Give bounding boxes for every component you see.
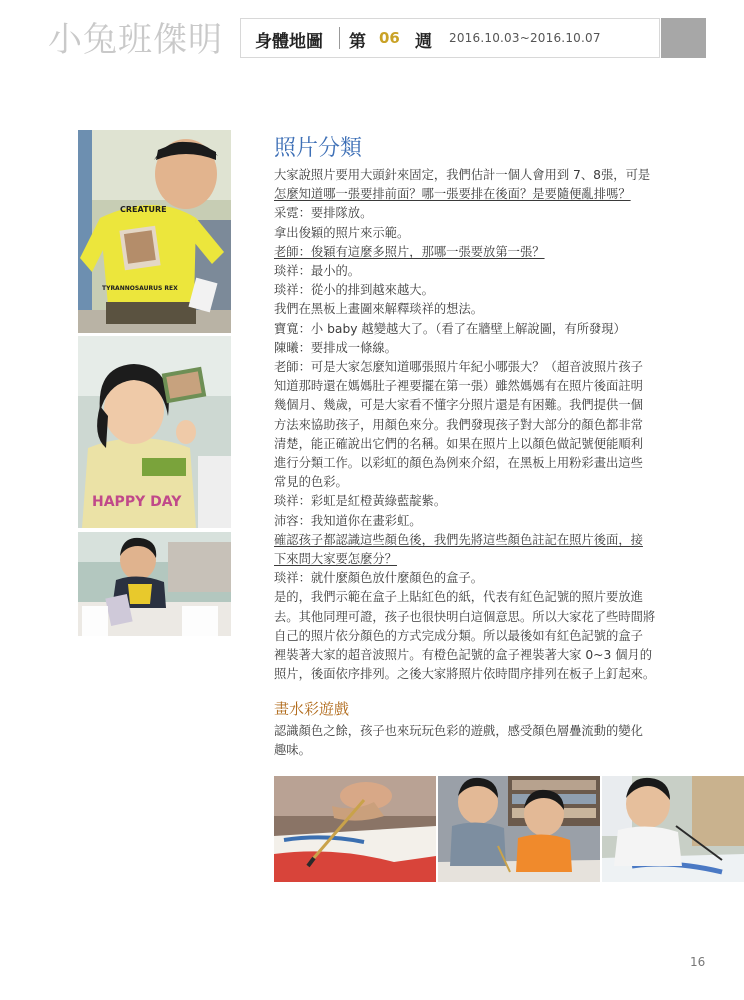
body-line: 大家說照片要用大頭針來固定，我們估計一個人會用到 7、8張，可是 [274, 168, 651, 182]
body-line: 清楚，能正確說出它們的名稱。如果在照片上以顏色做記號便能順利 [274, 436, 643, 451]
body-line: 我們在黑板上畫圖來解釋琰祥的想法。 [274, 302, 484, 317]
body-line: 陳曦：要排成一條線。 [274, 340, 397, 355]
week-prefix: 第 [349, 32, 366, 52]
body-line: 裡裝著大家的超音波照片。有橙色記號的盒子裡裝著大家 0~3 個月的 [274, 648, 653, 663]
photo-boy-painting [602, 776, 744, 882]
body-line: 琰祥：從小的排到越來越大。 [274, 283, 434, 298]
body-line: 方法來協助孩子，用顏色來分。我們發現孩子對大部分的顏色都非常 [274, 417, 643, 432]
shirt-text-happy: HAPPY DAY [92, 494, 182, 510]
body-line: 琰祥：最小的。 [274, 264, 361, 279]
body-line: 確認孩子都認識這些顏色後，我們先將這些顏色註記在照片後面，接 [274, 532, 643, 547]
body-line: 照片，後面依序排列。之後大家將照片依時間序排列在板子上釘起來。 [274, 667, 656, 682]
header-info-box [240, 18, 660, 58]
body-line: 幾個月、幾歲，可是大家看不懂字分照片還是有困難。我們提供一個 [274, 398, 643, 413]
page-number: 16 [690, 955, 706, 969]
body-line: 自己的照片依分顏色的方式完成分類。所以最後如有紅色記號的盒子 [274, 628, 643, 643]
body-line: 認識顏色之餘，孩子也來玩玩色彩的遊戲，感受顏色層疊流動的變化 [274, 724, 643, 738]
section-title-watercolor-game: 畫水彩遊戲 [274, 700, 350, 718]
header-divider [339, 27, 340, 49]
body-line: 是的，我們示範在盒子上貼紅色的紙，代表有紅色記號的照片要放進 [274, 590, 643, 605]
section-title-photo-sorting: 照片分類 [274, 136, 363, 161]
class-name: 小兔班傑明 [48, 20, 223, 60]
photo-girl-holding-photo [78, 336, 231, 528]
shirt-text-dino: TYRANNOSAURUS REX [102, 285, 178, 292]
week-suffix: 週 [415, 32, 432, 52]
theme-title: 身體地圖 [255, 32, 323, 52]
body-line: 怎麼知道哪一張要排前面？哪一張要排在後面？是要隨便亂排嗎？ [274, 187, 631, 202]
body-line: 拿出俊穎的照片來示範。 [274, 225, 410, 240]
photo-boy-dinosaur-shirt [78, 130, 231, 333]
body-line: 去。其他同理可證，孩子也很快明白這個意思。所以大家花了些時間將 [274, 609, 656, 624]
photo-hand-painting-closeup [274, 776, 436, 882]
body-line: 寶寬：小 baby 越變越大了。（看了在牆壁上解說圖，有所發現） [274, 321, 626, 336]
date-range: 2016.10.03~2016.10.07 [449, 31, 601, 45]
body-line: 沛容：我知道你在畫彩虹。 [274, 513, 422, 528]
body-line: 琰祥：就什麼顏色放什麼顏色的盒子。 [274, 571, 484, 586]
body-line: 下來問大家要怎麼分？ [274, 552, 397, 567]
section-body-watercolor-game [274, 722, 666, 760]
body-line: 老師：可是大家怎麼知道哪張照片年紀小哪張大？（超音波照片孩子 [274, 360, 643, 375]
photo-two-boys-painting [438, 776, 600, 882]
body-line: 常見的色彩。 [274, 475, 348, 490]
body-line: 知道那時還在媽媽肚子裡要擺在第一張）雖然媽媽有在照片後面註明 [274, 379, 643, 394]
body-line: 采霓：要排隊放。 [274, 206, 373, 221]
shirt-text-creature: CREATURE [120, 205, 167, 214]
body-line: 進行分類工作。以彩虹的顏色為例來介紹，在黑板上用粉彩畫出這些 [274, 456, 643, 471]
body-line: 老師：俊穎有這麼多照片，那哪一張要放第一張？ [274, 244, 545, 259]
week-number: 06 [379, 29, 400, 47]
body-line: 琰祥：彩虹是紅橙黃綠藍靛紫。 [274, 494, 447, 509]
section-body-photo-sorting [274, 166, 666, 684]
body-line: 趣味。 [274, 743, 311, 758]
photo-boy-sorting-boxes [78, 532, 231, 636]
header-gray-block [661, 18, 706, 58]
